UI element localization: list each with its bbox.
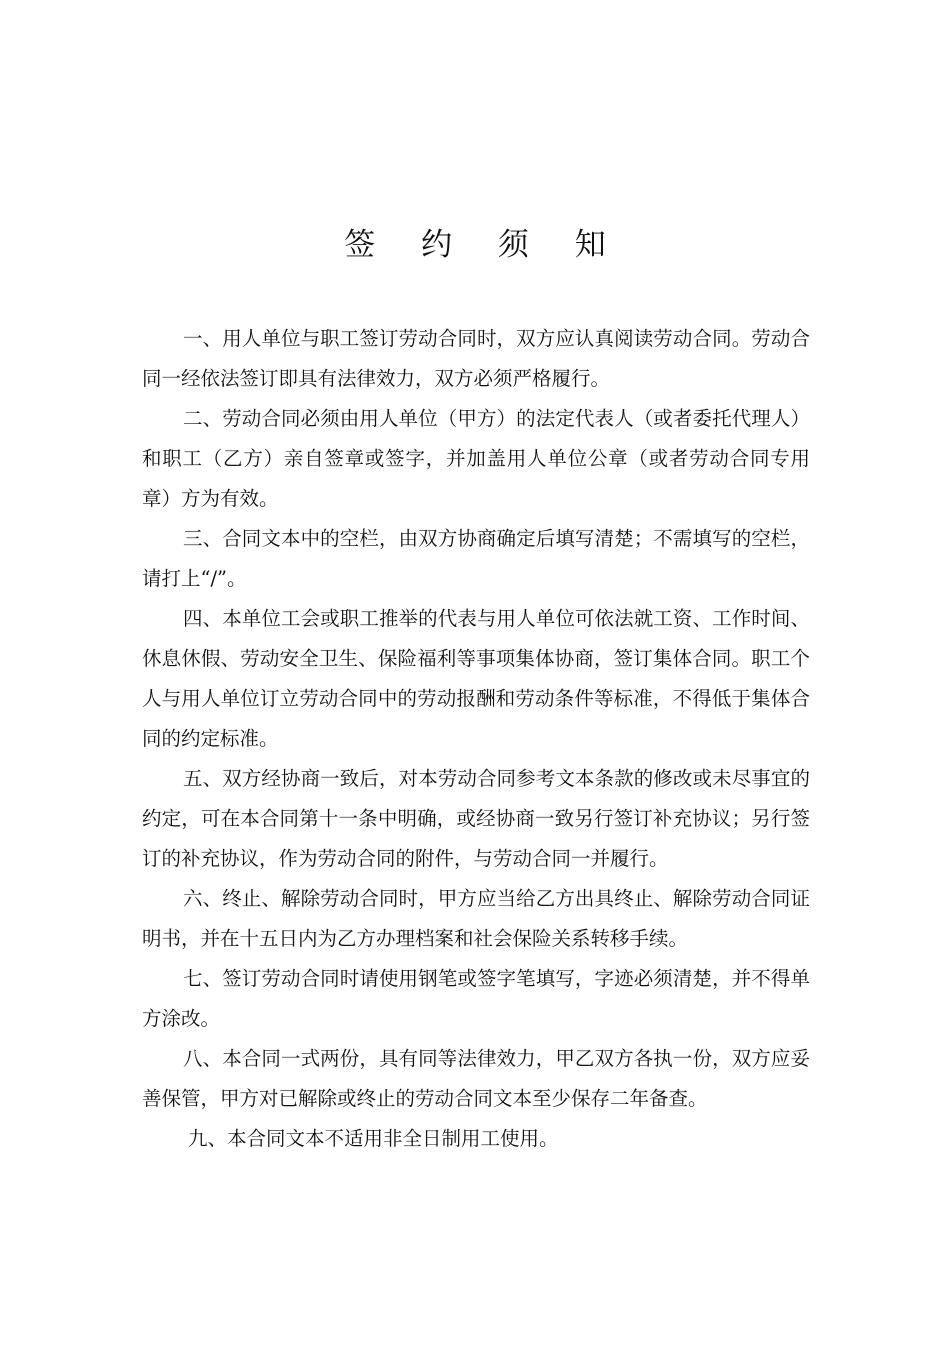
- document-title: 签 约 须 知: [344, 227, 624, 263]
- paragraph-3: 三、合同文本中的空栏，由双方协商确定后填写清楚；不需填写的空栏，请打上“/”。: [142, 527, 810, 590]
- paragraph-7: 七、签订劳动合同时请使用钢笔或签字笔填写，字迹必须清楚，并不得单方涂改。: [142, 967, 810, 1030]
- paragraph-9: 九、本合同文本不适用非全日制用工使用。: [188, 1127, 559, 1150]
- paragraph-2: 二、劳动合同必须由用人单位（甲方）的法定代表人（或者委托代理人）和职工（乙方）亲自签章或签字，并加盖用人单位公章（或者劳动合同专用章）方为有效。: [142, 407, 810, 510]
- paragraph-4: 四、本单位工会或职工推举的代表与用人单位可依法就工资、工作时间、休息休假、劳动安全卫生、保险福利等事项集体协商，签订集体合同。职工个人与用人单位订立劳动合同中的劳动报酬和劳动条件等标准，不得低于集体合同的约定标准。: [142, 607, 810, 750]
- paragraph-8: 八、本合同一式两份，具有同等法律效力，甲乙双方各执一份，双方应妥善保管，甲方对已解除或终止的劳动合同文本至少保存二年备查。: [142, 1047, 810, 1110]
- document-body: [142, 319, 810, 1159]
- paragraph-1: 一、用人单位与职工签订劳动合同时，双方应认真阅读劳动合同。劳动合同一经依法签订即具有法律效力，双方必须严格履行。: [142, 327, 810, 390]
- paragraph-5: 五、双方经协商一致后，对本劳动合同参考文本条款的修改或未尽事宜的约定，可在本合同第十一条中明确，或经协商一致另行签订补充协议；另行签订的补充协议，作为劳动合同的附件，与劳动合同一并履行。: [142, 767, 810, 870]
- paragraph-6: 六、终止、解除劳动合同时，甲方应当给乙方出具终止、解除劳动合同证明书，并在十五日内为乙方办理档案和社会保险关系转移手续。: [142, 887, 810, 950]
